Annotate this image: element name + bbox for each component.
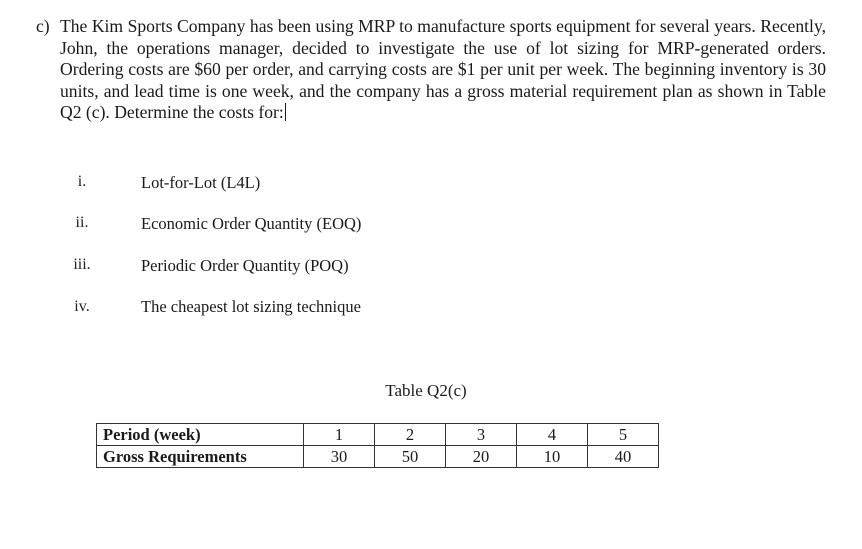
period-cell: 3 [446, 424, 517, 446]
table-row [97, 446, 659, 468]
gross-requirements-table [96, 423, 659, 468]
table-row [97, 424, 659, 446]
question-text [60, 16, 826, 124]
part-number: iv. [74, 298, 90, 315]
part-label-poq: Periodic Order Quantity (POQ) [141, 256, 349, 275]
requirement-cell: 50 [375, 446, 446, 468]
requirement-cell: 30 [304, 446, 375, 468]
part-label-eoq: Economic Order Quantity (EOQ) [141, 214, 362, 233]
period-cell: 4 [517, 424, 588, 446]
question-body: The Kim Sports Company has been using MRP to manufacture sports equipment for several years. Recently, John, the operations manager, decided to investigate the use of lot sizing for MRP-generated orders. Ordering costs are $60 per order, and carrying costs are $1 per unit per week. The beginning inventory is 30 units, and lead time is one week, and the company has a gross material requirement plan as shown in Table Q2 (c). Determine the costs for: [60, 16, 826, 122]
question-marker: c) [36, 16, 50, 36]
requirement-cell: 10 [517, 446, 588, 468]
row-header-period: Period (week) [97, 424, 304, 446]
row-header-gross-requirements: Gross Requirements [97, 446, 304, 468]
period-cell: 1 [304, 424, 375, 446]
part-number: ii. [75, 214, 89, 231]
table-caption: Table Q2(c) [385, 381, 467, 400]
part-number: i. [77, 173, 87, 190]
part-label-l4l: Lot-for-Lot (L4L) [141, 173, 261, 192]
period-cell: 5 [588, 424, 659, 446]
text-cursor [285, 103, 286, 121]
part-number: iii. [73, 256, 91, 273]
question-block [36, 16, 826, 124]
period-cell: 2 [375, 424, 446, 446]
requirement-cell: 20 [446, 446, 517, 468]
requirement-cell: 40 [588, 446, 659, 468]
part-label-cheapest: The cheapest lot sizing technique [141, 297, 361, 316]
